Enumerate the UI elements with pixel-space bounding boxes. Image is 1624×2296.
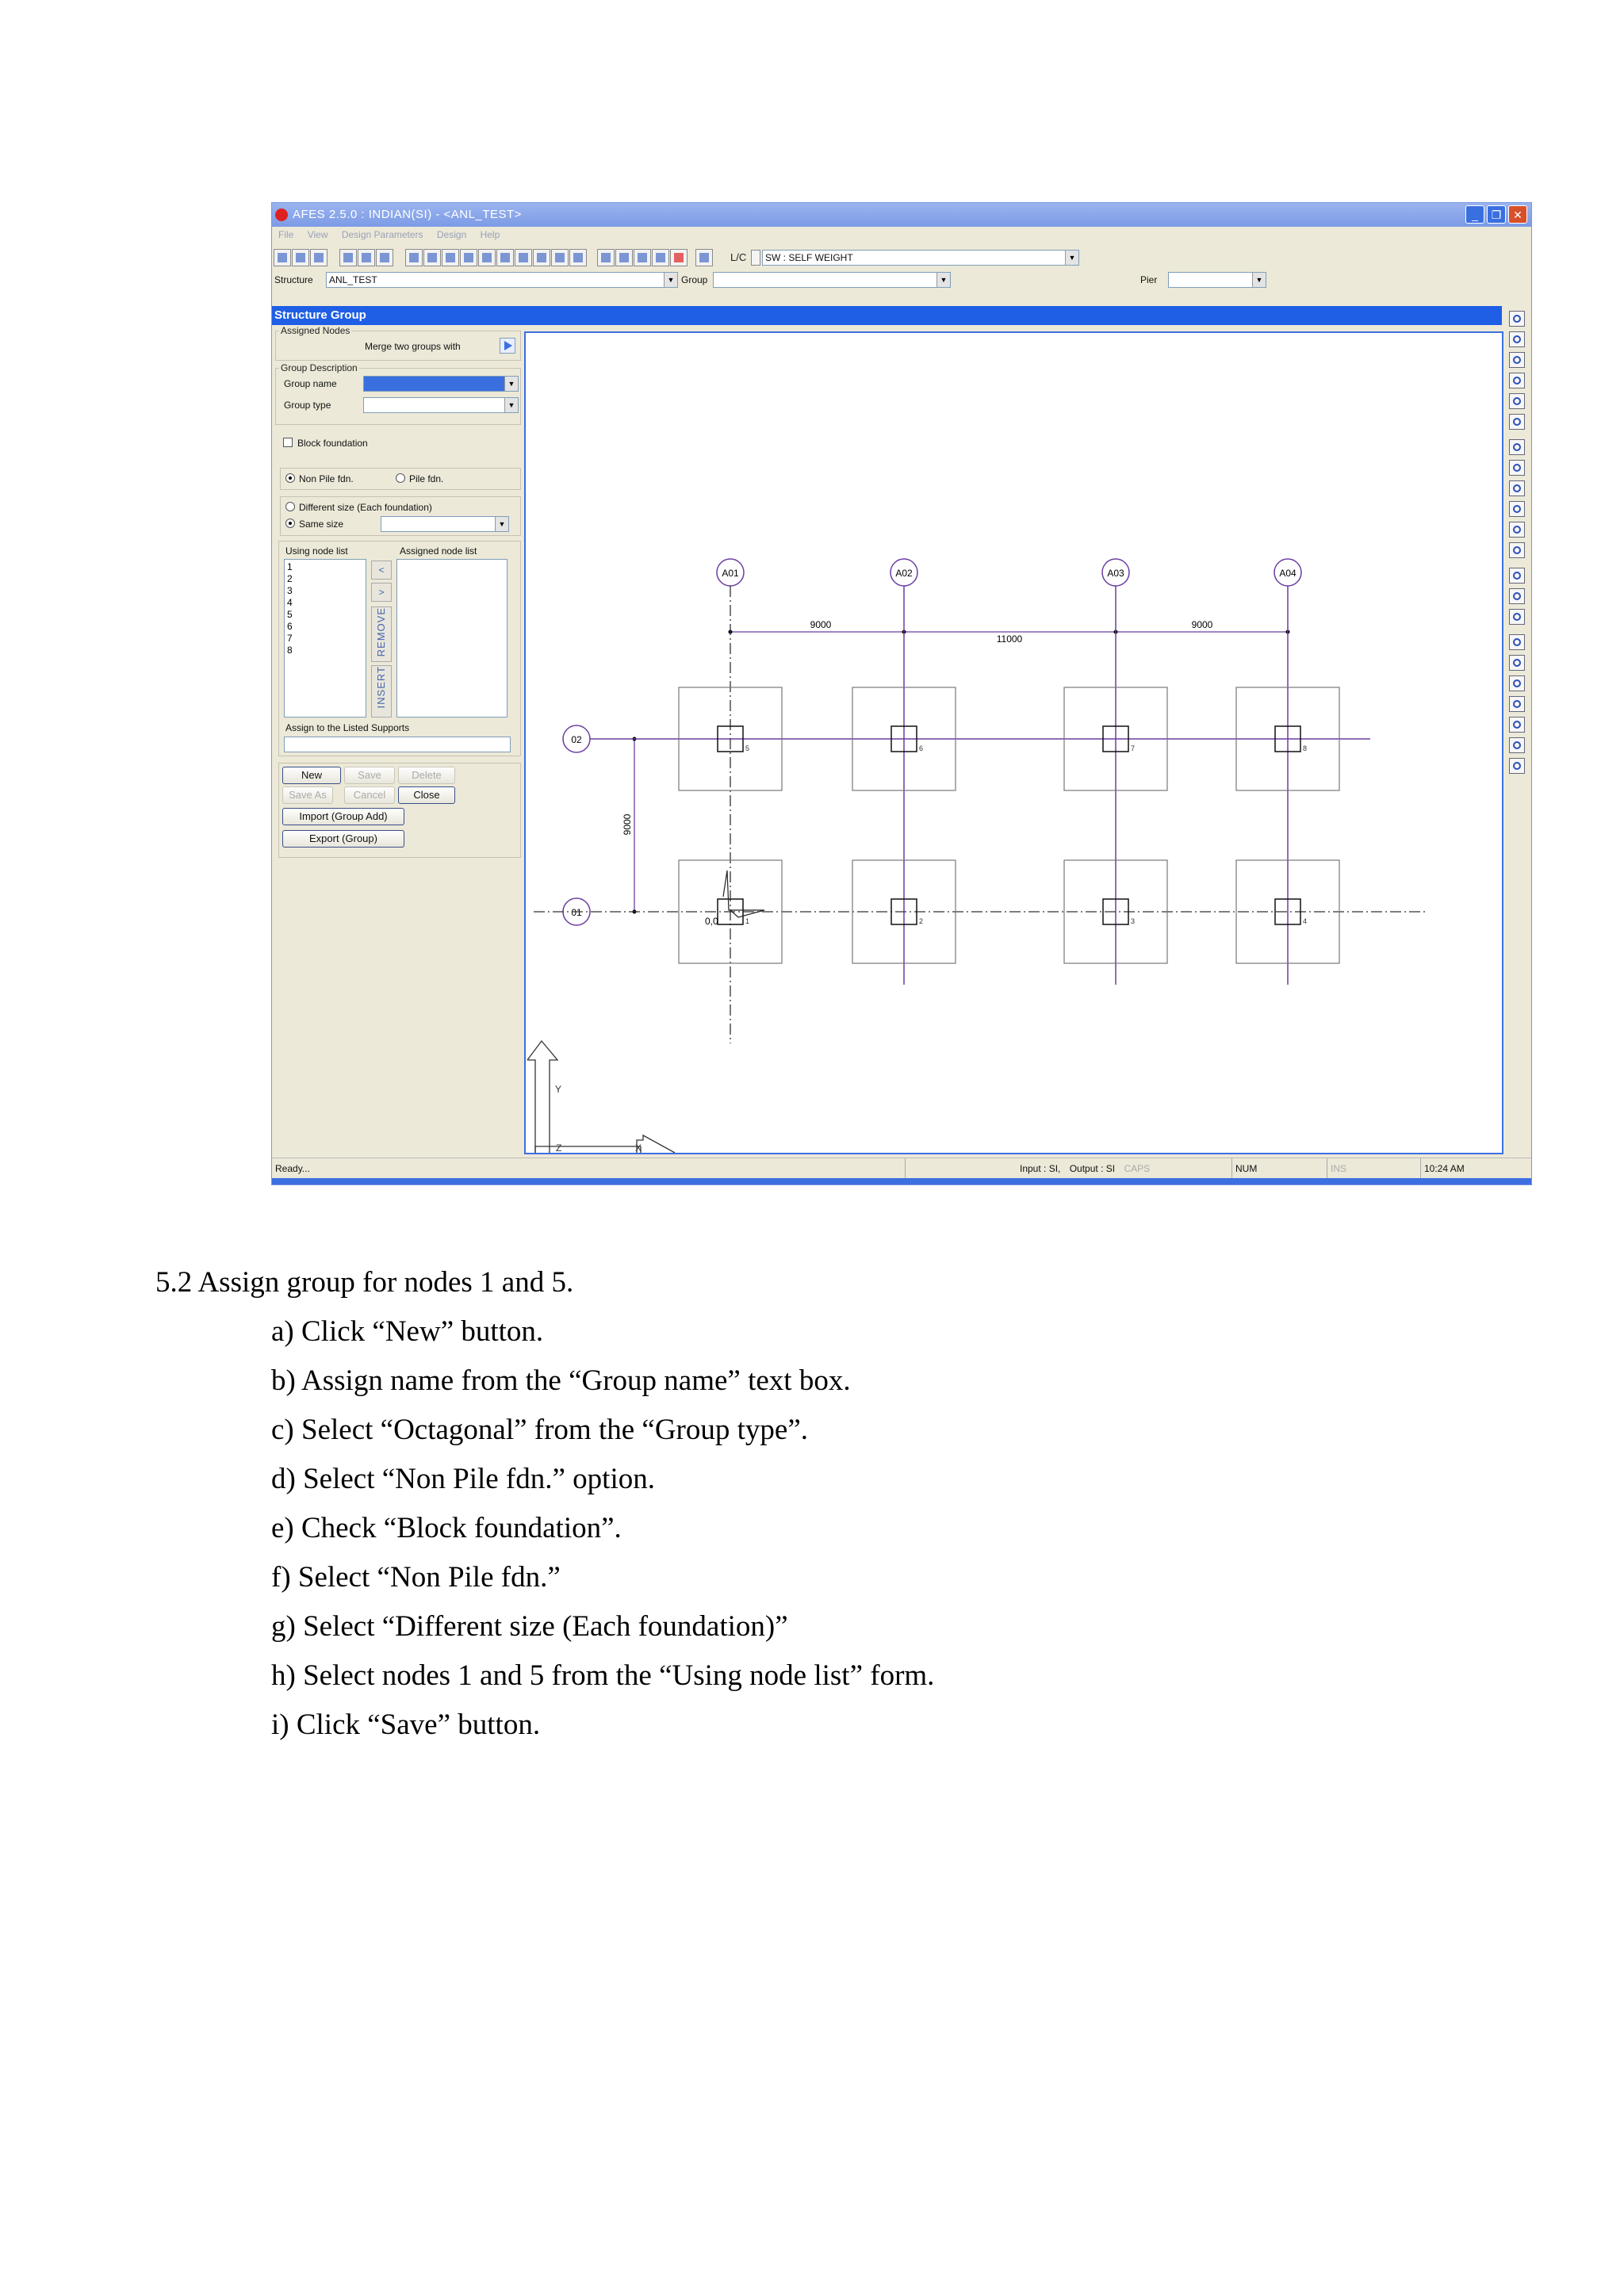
remove-label: REMOVE (375, 607, 387, 657)
list-item[interactable]: 8 (287, 645, 293, 656)
anchor-icon[interactable] (569, 249, 587, 266)
svg-text:5: 5 (745, 744, 750, 752)
chevron-down-icon: ▼ (1252, 273, 1266, 287)
new-button[interactable]: New (282, 767, 341, 784)
status-num: NUM (1231, 1158, 1327, 1179)
menu-file[interactable]: File (278, 229, 294, 240)
redraw-icon[interactable] (1509, 542, 1525, 558)
member-icon[interactable] (442, 249, 459, 266)
using-node-list-label: Using node list (285, 545, 348, 557)
assigned-node-list-label: Assigned node list (400, 545, 477, 557)
main-toolbar (272, 245, 1531, 269)
status-ins: INS (1327, 1158, 1422, 1179)
grid-row-02[interactable] (563, 725, 590, 752)
dimension-label: 9000 (1191, 619, 1213, 630)
assigned-node-list[interactable] (396, 559, 508, 718)
shade-3-icon[interactable] (1509, 609, 1525, 625)
same-size-radio[interactable] (285, 519, 343, 530)
svg-text:1: 1 (745, 917, 750, 925)
cube-bottom-icon[interactable] (1509, 737, 1525, 753)
size-option-group (280, 496, 521, 536)
non-pile-radio[interactable] (285, 473, 354, 484)
axis-z-label: Z (556, 1142, 562, 1153)
view-toolbar (1505, 309, 1529, 991)
grid-col-a04[interactable] (1274, 559, 1301, 586)
svg-text:01: 01 (571, 907, 582, 918)
view-iso-3-icon[interactable] (1509, 352, 1525, 368)
axis-triad-icon (527, 1041, 675, 1153)
group-select[interactable] (713, 272, 951, 288)
save-as-button[interactable]: Save As (282, 786, 333, 804)
step-i: i) Click “Save” button. (271, 1709, 541, 1741)
radio-selected-icon (285, 519, 295, 528)
title-bar (272, 203, 1531, 227)
svg-text:2: 2 (919, 917, 924, 925)
open-file-icon[interactable] (292, 249, 309, 266)
axis-y-label: Y (555, 1084, 562, 1095)
status-bar (272, 1158, 1531, 1179)
same-size-select[interactable] (381, 516, 509, 532)
menu-design[interactable]: Design (436, 229, 467, 240)
shade-2-icon[interactable] (1509, 588, 1525, 604)
status-ready: Ready... (275, 1163, 310, 1174)
exit-icon[interactable] (695, 249, 713, 266)
load-case-value: SW : SELF WEIGHT (765, 252, 853, 263)
action-buttons-group (278, 763, 521, 858)
rotate-ccw-icon[interactable] (1509, 414, 1525, 430)
step-d: d) Select “Non Pile fdn.” option. (271, 1463, 655, 1495)
assigned-nodes-label: Assigned Nodes (281, 325, 350, 336)
grid-col-a01[interactable] (717, 559, 744, 586)
pan-icon[interactable] (1509, 522, 1525, 538)
pile-icon[interactable] (515, 249, 532, 266)
chevron-down-icon: ▼ (664, 273, 677, 287)
column-icon[interactable] (496, 249, 514, 266)
axis-x-label: X (635, 1142, 642, 1153)
assigned-nodes-group (275, 325, 521, 361)
cube-top-icon[interactable] (1509, 717, 1525, 733)
group-description-label: Group Description (281, 362, 358, 373)
radio-icon (285, 502, 295, 511)
pile-radio[interactable] (396, 473, 443, 484)
cancel-button[interactable]: Cancel (344, 786, 395, 804)
same-size-label: Same size (299, 519, 344, 530)
play-icon (500, 339, 515, 353)
step-g: g) Select “Different size (Each foundation)” (271, 1610, 788, 1643)
step-b: b) Assign name from the “Group name” text box. (271, 1364, 851, 1397)
grid-col-a03[interactable] (1102, 559, 1129, 586)
svg-text:A03: A03 (1107, 568, 1124, 579)
menu-view[interactable]: View (307, 229, 328, 240)
merge-button[interactable] (500, 338, 515, 354)
window-title: AFES 2.5.0 : INDIAN(SI) - <ANL_TEST> (293, 208, 522, 221)
copy-icon[interactable] (358, 249, 375, 266)
dimension-label: 11000 (996, 633, 1023, 645)
origin-label: 0,0 (705, 916, 718, 927)
list-item[interactable]: 2 (287, 573, 293, 584)
node-labels (745, 744, 1307, 925)
radio-icon (396, 473, 405, 483)
close-button[interactable]: Close (398, 786, 455, 804)
pile-label: Pile fdn. (409, 473, 444, 484)
svg-text:A01: A01 (722, 568, 739, 579)
menu-design-parameters[interactable]: Design Parameters (341, 229, 423, 240)
save-file-icon[interactable] (310, 249, 327, 266)
svg-text:3: 3 (1131, 917, 1136, 925)
chevron-down-icon: ▼ (495, 517, 508, 531)
dimension-label: 9000 (810, 619, 832, 630)
svg-text:A02: A02 (895, 568, 913, 579)
block-foundation-checkbox[interactable] (283, 438, 368, 449)
group-name-label: Group name (284, 378, 337, 389)
cube-right-icon[interactable] (1509, 696, 1525, 712)
assign-listed-label: Assign to the Listed Supports (285, 722, 410, 733)
pedestals (718, 726, 1300, 924)
svg-text:6: 6 (919, 744, 924, 752)
step-f: f) Select “Non Pile fdn.” (271, 1561, 561, 1594)
cube-left-icon[interactable] (1509, 675, 1525, 691)
lock-icon[interactable] (551, 249, 569, 266)
structure-select[interactable] (326, 272, 678, 288)
grid-col-a02[interactable] (891, 559, 917, 586)
save-button[interactable]: Save (344, 767, 395, 784)
insert-label: INSERT (375, 666, 387, 709)
filter-icon[interactable] (670, 249, 688, 266)
structure-value: ANL_TEST (329, 274, 377, 285)
step-c: c) Select “Octagonal” from the “Group type”. (271, 1414, 809, 1446)
delete-icon[interactable] (376, 249, 393, 266)
step-a: a) Click “New” button. (271, 1315, 544, 1348)
drawing-canvas[interactable] (524, 331, 1503, 1154)
status-time: 10:24 AM (1420, 1158, 1532, 1179)
report-icon[interactable] (634, 249, 651, 266)
group-type-label: Group type (284, 400, 331, 411)
svg-text:7: 7 (1131, 744, 1136, 752)
dialog-title: Structure Group (272, 306, 1502, 325)
zoom-in-icon[interactable] (1509, 460, 1525, 476)
dimension-label: 9000 (622, 813, 633, 836)
restore-button[interactable]: ❐ (1487, 205, 1506, 224)
table-icon[interactable] (405, 249, 423, 266)
export-group-button[interactable]: Export (Group) (282, 830, 404, 848)
rotate-cw-icon[interactable] (1509, 393, 1525, 409)
zoom-window-icon[interactable] (1509, 480, 1525, 496)
footings (679, 687, 1339, 963)
grid-drawing (526, 333, 1502, 1153)
insert-button[interactable] (371, 665, 392, 718)
shade-1-icon[interactable] (1509, 568, 1525, 584)
status-units (905, 1158, 1214, 1179)
node-list-group (278, 541, 521, 756)
view-iso-2-icon[interactable] (1509, 331, 1525, 347)
radio-selected-icon (285, 473, 295, 483)
new-file-icon[interactable] (274, 249, 291, 266)
group-label: Group (681, 274, 708, 285)
list-item[interactable]: 7 (287, 633, 293, 644)
chevron-down-icon: ▼ (504, 398, 518, 412)
status-caps: CAPS (1124, 1163, 1151, 1174)
close-window-button[interactable]: ✕ (1508, 205, 1527, 224)
svg-text:02: 02 (571, 734, 582, 745)
load-case-select[interactable] (762, 250, 1079, 266)
structure-group-panel (272, 325, 524, 1118)
structure-label: Structure (274, 274, 313, 285)
remove-button[interactable] (371, 607, 392, 662)
menu-help[interactable]: Help (480, 229, 500, 240)
centerlines (534, 586, 1426, 1043)
status-output: Output : SI (1069, 1163, 1116, 1174)
cube-front-icon[interactable] (1509, 634, 1525, 650)
minimize-button[interactable]: _ (1465, 205, 1484, 224)
step-e: e) Check “Block foundation”. (271, 1512, 622, 1544)
bottom-accent-bar (272, 1178, 1531, 1184)
zoom-out-icon[interactable] (1509, 439, 1525, 455)
zoom-fit-icon[interactable] (1509, 501, 1525, 517)
load-case-spinner[interactable] (751, 250, 760, 266)
svg-text:A04: A04 (1279, 568, 1297, 579)
pier-select[interactable] (1168, 272, 1266, 288)
menu-bar (272, 227, 1531, 243)
non-pile-label: Non Pile fdn. (299, 473, 354, 484)
design-icon[interactable] (652, 249, 669, 266)
list-item[interactable]: 1 (287, 561, 293, 572)
step-h: h) Select nodes 1 and 5 from the “Using node list” form. (271, 1659, 935, 1692)
import-group-button[interactable]: Import (Group Add) (282, 808, 404, 825)
list-item[interactable]: 6 (287, 621, 293, 632)
app-icon (275, 209, 288, 221)
dimension-lines (634, 632, 1288, 912)
group-name-field[interactable] (363, 376, 519, 392)
merge-label: Merge two groups with (365, 341, 461, 352)
chevron-down-icon: ▼ (504, 377, 518, 391)
status-input: Input : SI, (1020, 1163, 1061, 1174)
using-node-list[interactable] (284, 559, 366, 718)
structure-icon[interactable] (339, 249, 357, 266)
move-left-button[interactable]: < (371, 561, 392, 580)
checkbox-icon (283, 438, 293, 447)
step-heading: 5.2 Assign group for nodes 1 and 5. (155, 1266, 574, 1299)
cube-back-icon[interactable] (1509, 655, 1525, 671)
move-right-button[interactable]: > (371, 583, 392, 602)
group-description-group (275, 362, 521, 425)
foundation-kind-group (280, 468, 521, 490)
view-iso-1-icon[interactable] (1509, 311, 1525, 327)
pier-label: Pier (1140, 274, 1158, 285)
cube-iso-icon[interactable] (1509, 758, 1525, 774)
svg-text:8: 8 (1303, 744, 1308, 752)
dimension-ticks (633, 630, 1290, 914)
list-item[interactable]: 5 (287, 609, 293, 620)
view-icon[interactable] (597, 249, 615, 266)
load-icon[interactable] (533, 249, 550, 266)
block-foundation-label: Block foundation (297, 438, 368, 449)
beam-icon[interactable] (478, 249, 496, 266)
delete-button[interactable]: Delete (398, 767, 455, 784)
list-item[interactable]: 4 (287, 597, 293, 608)
svg-text:4: 4 (1303, 917, 1308, 925)
different-size-label: Different size (Each foundation) (299, 502, 432, 513)
view-iso-4-icon[interactable] (1509, 373, 1525, 388)
list-item[interactable]: 3 (287, 585, 293, 596)
assign-listed-field[interactable] (284, 737, 511, 752)
group-type-select[interactable] (363, 397, 519, 413)
load-case-label: L/C (730, 251, 747, 263)
pier-icon[interactable] (460, 249, 477, 266)
chevron-down-icon: ▼ (936, 273, 950, 287)
grid-icon[interactable] (423, 249, 441, 266)
different-size-radio[interactable] (285, 502, 432, 513)
chevron-down-icon: ▼ (1065, 251, 1078, 265)
analysis-icon[interactable] (615, 249, 633, 266)
application-screenshot (271, 202, 1532, 1185)
origin-marker-icon (723, 871, 764, 917)
